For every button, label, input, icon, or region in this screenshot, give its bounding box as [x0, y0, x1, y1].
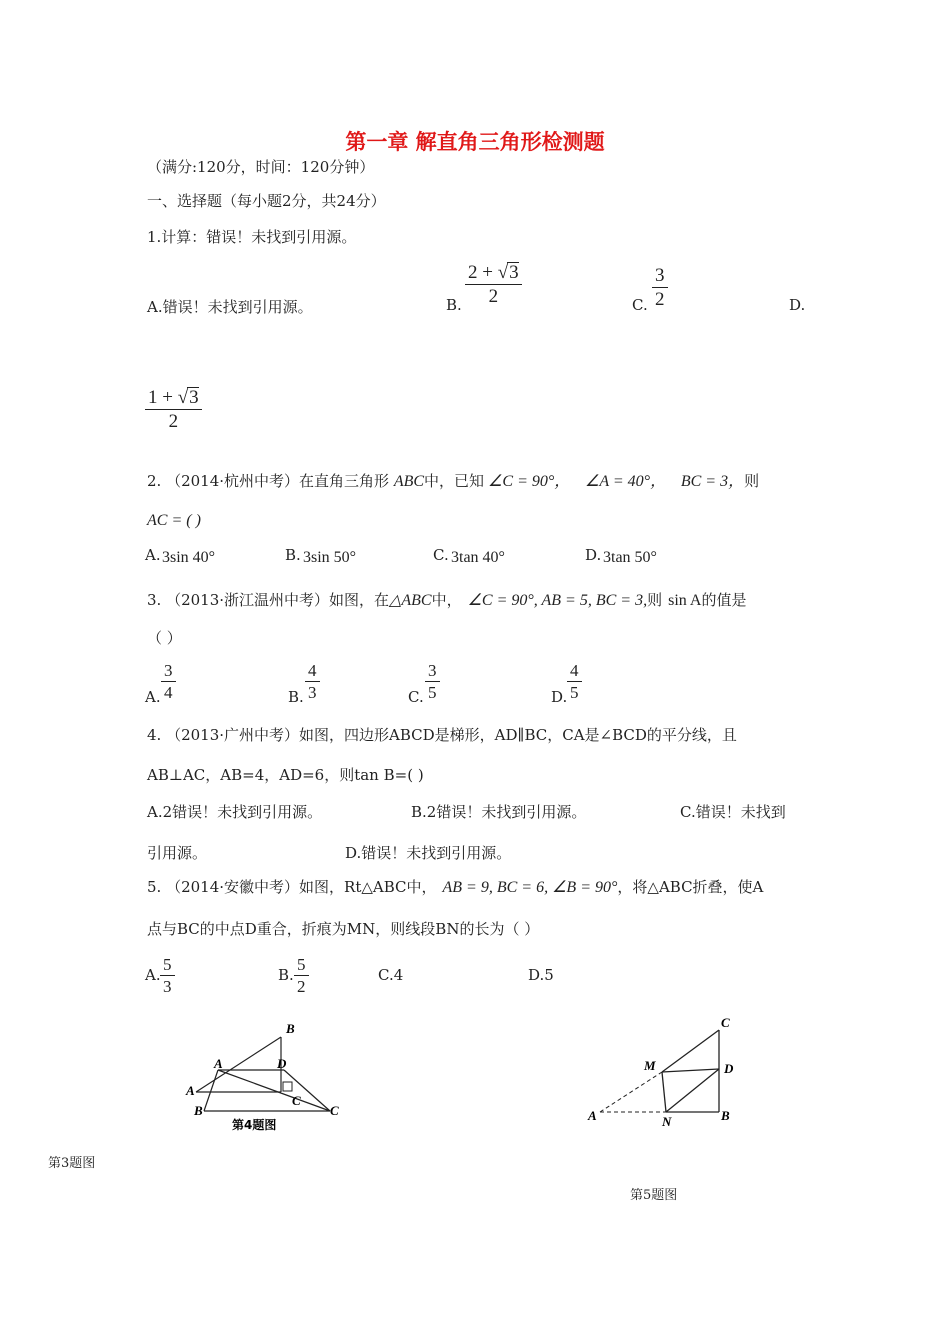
q2-option-b: 3sin 50° — [303, 549, 357, 566]
fig5-label-c: C — [721, 1015, 730, 1030]
q3-end: 的值是 — [701, 591, 747, 609]
q5-b-den: 2 — [297, 977, 306, 996]
q3-option-c-label: C. — [408, 688, 424, 706]
q5-option-d: D.5 — [528, 966, 554, 984]
q2-cond3: BC = 3， — [680, 473, 745, 490]
q2-option-c-label: C. — [433, 546, 449, 564]
q5-line2: 点与BC的中点D重合，折痕为MN，则线段BN的长为（ ） — [147, 920, 540, 938]
q3-option-a-label: A. — [145, 688, 161, 706]
fig4-diagonal-ac — [218, 1070, 330, 1111]
q4-line2: AB⊥AC，AB=4，AD=6，则tan B=( ) — [147, 766, 424, 784]
fig5-label-a: A — [588, 1108, 597, 1123]
q5-option-b-fraction — [294, 956, 309, 995]
fig4-label-c: C — [330, 1103, 339, 1118]
q1-c-num: 3 — [655, 265, 665, 286]
fig3-side-ab — [196, 1037, 281, 1092]
q2-cond2: ∠A = 40°， — [585, 473, 667, 490]
q2-option-d: 3tan 50° — [603, 549, 657, 566]
q2-stem-a: 2. （2014·杭州中考）在直角三角形 — [147, 472, 390, 490]
q1-option-c-label: C. — [632, 296, 648, 314]
fig5-segment-am — [600, 1072, 662, 1112]
q5-a-den: 3 — [163, 977, 172, 996]
fig5-segment-nd — [666, 1069, 719, 1112]
fig3-right-angle-mark — [283, 1082, 292, 1091]
q3-sina: sin A — [668, 592, 702, 609]
q1-option-b-label: B. — [446, 296, 462, 314]
q3-cond: ∠C = 90°, AB = 5, BC = 3, — [467, 592, 648, 609]
fig4-label-d: D — [277, 1056, 287, 1071]
q3-stem-a: 3. （2013·浙江温州中考）如图，在 — [147, 591, 390, 609]
section-heading: 一、选择题（每小题2分，共24分） — [147, 192, 386, 210]
q1-option-d-label: D. — [789, 296, 806, 314]
fig5-label-b: B — [721, 1108, 730, 1123]
q5-stem-a: 5. （2014·安徽中考）如图，Rt△ABC中， — [147, 878, 437, 896]
q2-abc: ABC — [393, 473, 425, 490]
q5-option-a-label: A. — [145, 966, 161, 984]
q5-stem — [147, 876, 763, 897]
fig4-label-b: B — [194, 1103, 203, 1118]
q5-end: ，将△ABC折叠，使A — [617, 878, 764, 896]
q4-option-b: B.2错误！未找到引用源。 — [411, 803, 587, 821]
fig4-label-a: A — [214, 1056, 223, 1071]
q1-option-d-fraction: 1 + √3 2 — [145, 387, 202, 431]
q5-option-a-fraction — [160, 956, 175, 995]
q2-option-a: 3sin 40° — [162, 549, 216, 566]
q2-line2: AC = ( ) — [147, 512, 201, 529]
q3-then: 则 — [647, 591, 663, 609]
q1-b-den: 2 — [488, 286, 499, 307]
q3-c-den: 5 — [428, 683, 437, 702]
q2-option-d-label: D. — [585, 546, 602, 564]
q5-option-b-label: B. — [278, 966, 294, 984]
q4-option-c-cont: 引用源。 — [147, 844, 208, 862]
q5-b-num: 5 — [297, 955, 306, 974]
q3-line2: （ ） — [147, 629, 182, 647]
q3-option-c-fraction — [425, 662, 440, 701]
fig4-side-ab — [204, 1070, 218, 1111]
q2-cond1: ∠C = 90°， — [488, 473, 571, 490]
q3-option-d-label: D. — [551, 688, 568, 706]
q4-option-c: C.错误！未找到 — [680, 803, 786, 821]
q3-triangle: △ABC — [389, 592, 432, 609]
q1-b-radicand: 3 — [509, 262, 519, 283]
fig5-label-d: D — [724, 1061, 734, 1076]
q5-cond: AB = 9, BC = 6, ∠B = 90° — [442, 879, 618, 896]
q2-stem — [147, 468, 759, 491]
fig3-label-b: B — [286, 1021, 295, 1036]
q3-option-b-label: B. — [288, 688, 304, 706]
q4-option-a: A.2错误！未找到引用源。 — [147, 803, 323, 821]
fig5-label-m: M — [644, 1058, 656, 1073]
q3-c-num: 3 — [428, 661, 437, 680]
q3-b-num: 4 — [308, 661, 317, 680]
fig5-caption: 第5题图 — [630, 1188, 678, 1203]
q1-option-c-fraction — [652, 266, 668, 309]
fig5-segment-md — [662, 1069, 719, 1072]
q3-a-den: 4 — [164, 683, 173, 702]
exam-info: （满分:120分，时间：120分钟） — [147, 158, 375, 176]
q1-option-a: A.错误！未找到引用源。 — [147, 298, 313, 316]
q5-a-num: 5 — [163, 955, 172, 974]
q3-d-num: 4 — [570, 661, 579, 680]
q2-mid1: 中，已知 — [424, 472, 485, 490]
q5-option-c: C.4 — [378, 966, 404, 984]
q3-a-num: 3 — [164, 661, 173, 680]
q2-option-a-label: A. — [145, 546, 161, 564]
q3-stem — [147, 589, 746, 610]
q3-b-den: 3 — [308, 683, 317, 702]
q3-d-den: 5 — [570, 683, 579, 702]
fig3-label-a: A — [186, 1083, 195, 1098]
q2-option-c: 3tan 40° — [451, 549, 505, 566]
q4-option-d: D.错误！未找到引用源。 — [345, 844, 512, 862]
figure-5 — [580, 1010, 750, 1135]
q1-d-radicand: 3 — [189, 387, 199, 408]
q1-b-num: 2 + — [468, 262, 498, 283]
q1-d-den: 2 — [168, 411, 179, 432]
fig3-label-c: C — [292, 1093, 301, 1108]
q1-c-den: 2 — [655, 289, 665, 310]
figure-3-4 — [180, 1015, 350, 1135]
q2-option-b-label: B. — [285, 546, 301, 564]
q2-end: 则 — [744, 472, 760, 490]
page-title: 第一章 解直角三角形检测题 — [345, 130, 605, 154]
q1-stem: 1.计算：错误！未找到引用源。 — [147, 228, 357, 246]
fig5-segment-mc — [662, 1030, 719, 1072]
fig3-caption: 第3题图 — [48, 1156, 96, 1171]
q3-option-b-fraction — [305, 662, 320, 701]
fig4-caption: 第4题图 — [232, 1118, 277, 1132]
fig5-fold-mn — [662, 1072, 666, 1112]
q3-option-a-fraction — [161, 662, 176, 701]
q1-option-b-fraction: 2 + √3 2 — [465, 262, 522, 306]
q3-option-d-fraction — [567, 662, 582, 701]
q3-mid: 中， — [431, 591, 462, 609]
q1-d-num: 1 + — [148, 387, 178, 408]
fig5-label-n: N — [662, 1114, 672, 1129]
q4-line1: 4. （2013·广州中考）如图，四边形ABCD是梯形，AD∥BC，CA是∠BCD的平分线，且 — [147, 726, 737, 744]
